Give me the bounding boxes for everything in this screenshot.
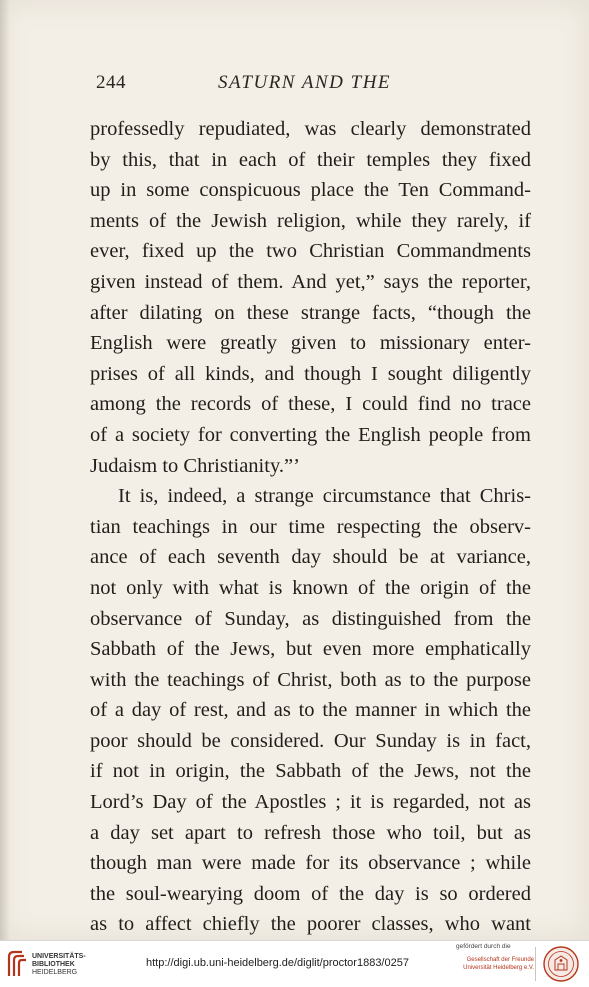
sponsor-name-line: Universität Heidelberg e.V.: [463, 964, 534, 971]
text-line: Judaism to Christianity.”’: [90, 454, 300, 477]
text-line: after dilating on these strange facts, “though the: [90, 301, 531, 324]
text-line: poor should be considered. Our Sunday is in fact,: [90, 729, 531, 752]
library-logo-text: [32, 953, 86, 977]
sponsor-label: gefördert durch die: [456, 943, 511, 950]
running-head: [96, 72, 528, 102]
text-line: English were greatly given to missionary enter-: [90, 332, 531, 355]
sponsor-divider: [535, 947, 536, 981]
text-line: not only with what is known of the origin of the: [90, 576, 531, 599]
text-line: given instead of them. And yet,” says the reporter,: [90, 270, 531, 293]
spine-shadow: [0, 0, 10, 940]
text-line: Sabbath of the Jews, but even more emphatically: [90, 638, 531, 661]
text-line: Lord’s Day of the Apostles ; it is regarded, not as: [90, 791, 531, 814]
viewer-footer: [0, 940, 589, 987]
text-line: by this, that in each of their temples they fixed: [90, 148, 531, 171]
library-logo-line: HEIDELBERG: [32, 969, 78, 976]
library-logo-line: BIBLIOTHEK: [32, 961, 75, 968]
text-line: prises of all kinds, and though I sought diligently: [90, 362, 531, 385]
page-number: 244: [96, 72, 126, 93]
sponsor-name-line: Gesellschaft der Freunde: [466, 957, 534, 963]
text-line: though man were made for its observance ; while: [90, 852, 531, 875]
text-line: ever, fixed up the two Christian Commandments: [90, 240, 531, 263]
sponsor-credit: [446, 943, 538, 985]
sponsor-name: [446, 957, 534, 972]
running-title: SATURN AND THE: [218, 72, 392, 93]
university-seal-icon: [542, 945, 580, 983]
text-line: the soul-wearying doom of the day is so ordered: [90, 882, 531, 905]
library-logo-icon: [6, 949, 28, 979]
text-line: professedly repudiated, was clearly demonstrated: [90, 118, 531, 140]
library-logo-line: UNIVERSITÄTS-: [32, 953, 86, 960]
text-line: of a society for converting the English people from: [90, 423, 531, 446]
text-line: a day set apart to refresh those who toil, but as: [90, 821, 531, 844]
text-line: tian teachings in our time respecting the observ-: [90, 515, 531, 538]
text-line: observance of Sunday, as distinguished from the: [90, 607, 531, 630]
permalink-url[interactable]: http://digi.ub.uni-heidelberg.de/diglit/proctor1883/0257: [146, 957, 409, 969]
text-line: ance of each seventh day should be at variance,: [90, 546, 531, 569]
text-line: as to affect chiefly the poorer classes, who want: [90, 913, 531, 936]
text-line: It is, indeed, a strange circumstance that Chris-: [118, 485, 531, 508]
library-logo[interactable]: [6, 949, 126, 981]
body-text: [90, 114, 531, 940]
text-line: ments of the Jewish religion, while they rarely, if: [90, 209, 531, 232]
text-line: of a day of rest, and as to the manner in which the: [90, 699, 531, 722]
text-line: if not in origin, the Sabbath of the Jews, not the: [90, 760, 531, 783]
text-line: up in some conspicuous place the Ten Command-: [90, 179, 531, 202]
text-line: among the records of these, I could find no trace: [90, 393, 531, 416]
text-line: with the teachings of Christ, both as to the purpose: [90, 668, 531, 691]
